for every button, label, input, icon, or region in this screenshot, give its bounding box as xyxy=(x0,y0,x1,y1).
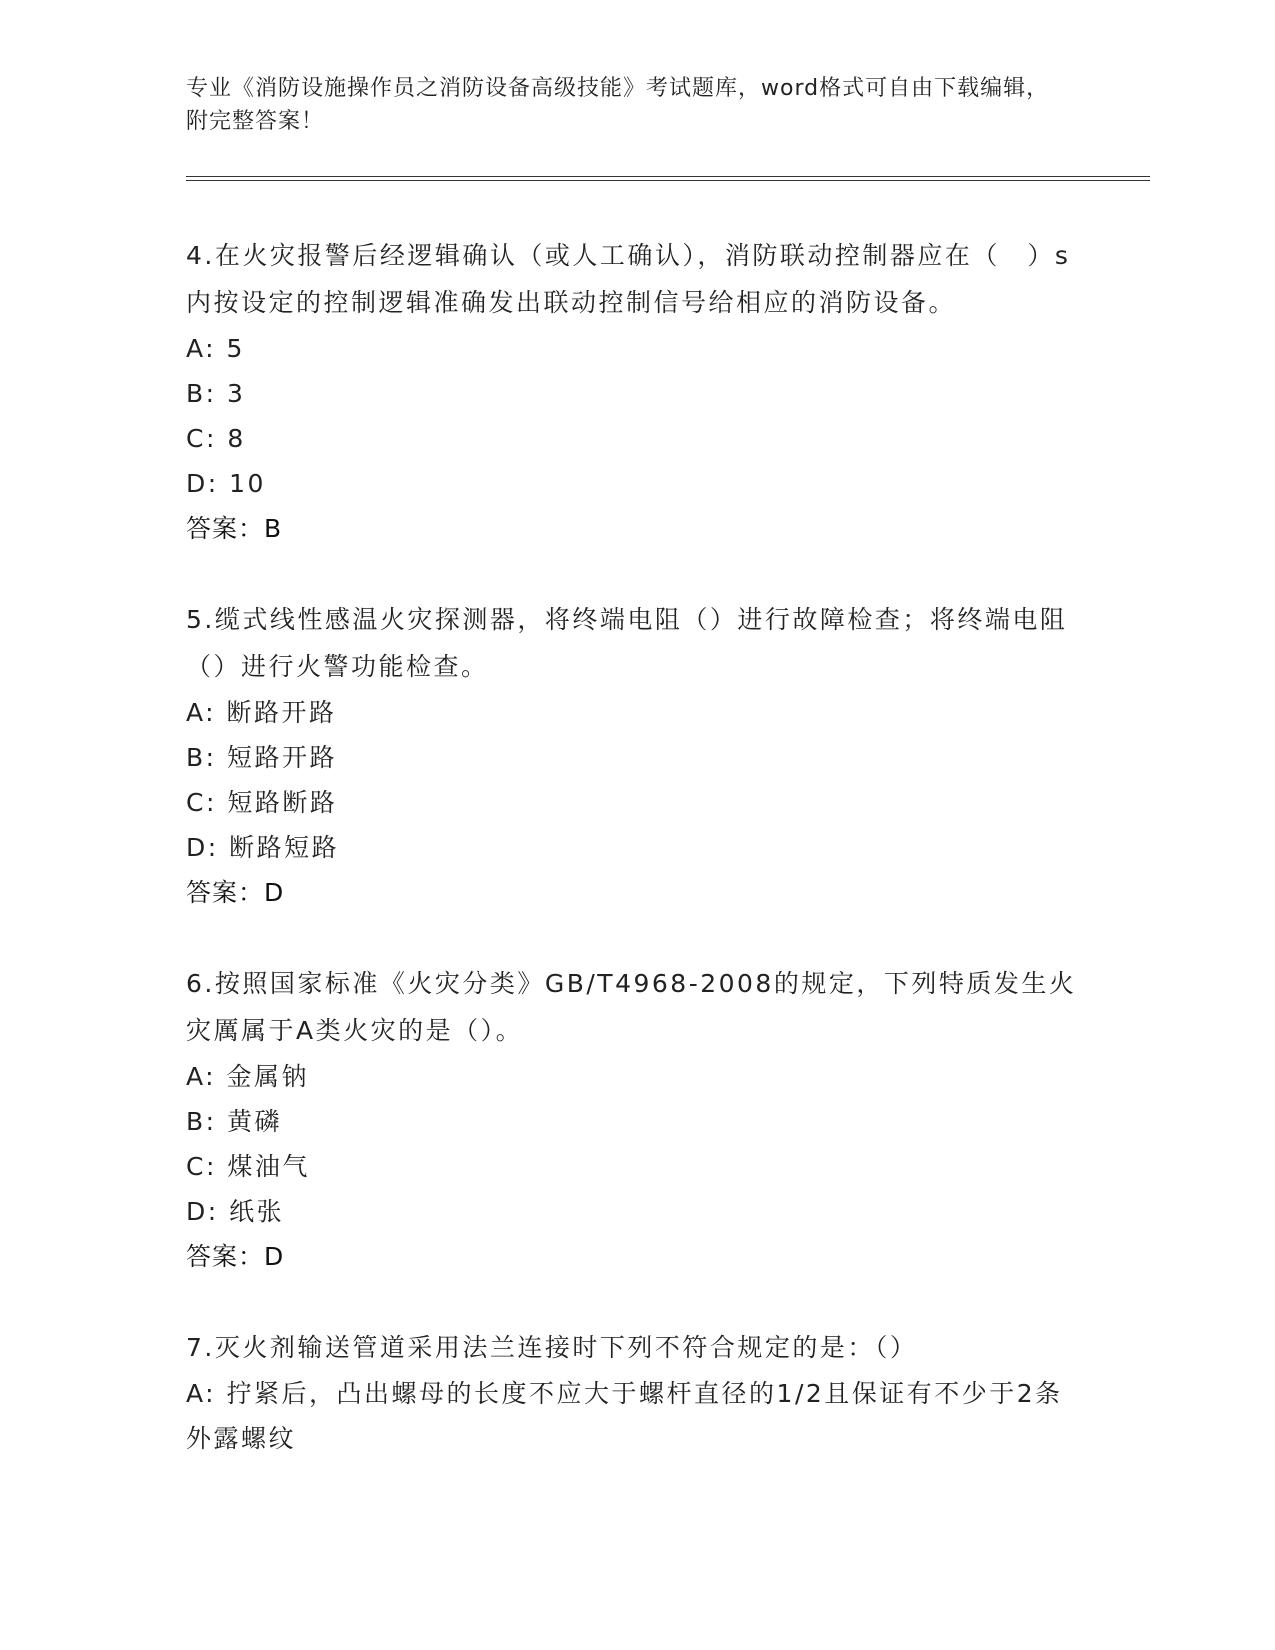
question-text: 5.缆式线性感温火灾探测器，将终端电阻（）进行故障检查；将终端电阻（）进行火警功能检查。 xyxy=(186,605,1068,681)
option-b: B: 短路开路 xyxy=(186,743,338,772)
option-a: A: 金属钠 xyxy=(186,1062,310,1091)
option-d: D: 断路短路 xyxy=(186,833,340,862)
option-a: A: 5 xyxy=(186,334,245,363)
question-text: 6.按照国家标准《火灾分类》GB/T4968-2008的规定，下列特质发生火灾厲属于A类火灾的是（）。 xyxy=(186,969,1077,1045)
header-divider xyxy=(186,176,1150,181)
option-b: B: 3 xyxy=(186,379,246,408)
option-c: C: 煤油气 xyxy=(186,1152,310,1181)
question-5 xyxy=(186,596,1086,916)
option-a: A: 断路开路 xyxy=(186,698,337,727)
option-b: B: 黄磷 xyxy=(186,1107,283,1136)
question-4 xyxy=(186,232,1086,552)
option-d: D: 纸张 xyxy=(186,1197,285,1226)
option-d: D: 10 xyxy=(186,469,266,498)
answer: 答案：D xyxy=(186,1242,285,1271)
question-7 xyxy=(186,1324,1086,1461)
question-list xyxy=(186,232,1086,1505)
option-c: C: 短路断路 xyxy=(186,788,338,817)
question-text: 4.在火灾报警后经逻辑确认（或人工确认），消防联动控制器应在（ ）s内按设定的控制逻辑准确发出联动控制信号给相应的消防设备。 xyxy=(186,241,1071,317)
answer: 答案：D xyxy=(186,878,285,907)
option-a: A: 拧紧后，凸出螺母的长度不应大于螺杆直径的1/2且保证有不少于2条外露螺纹 xyxy=(186,1379,1063,1453)
question-6 xyxy=(186,960,1086,1280)
answer: 答案：B xyxy=(186,514,283,543)
option-c: C: 8 xyxy=(186,424,246,453)
question-text: 7.灭火剂输送管道采用法兰连接时下列不符合规定的是：（） xyxy=(186,1333,918,1362)
document-header: 专业《消防设施操作员之消防设备高级技能》考试题库，word格式可自由下载编辑，附完整答案！ xyxy=(186,76,1050,134)
